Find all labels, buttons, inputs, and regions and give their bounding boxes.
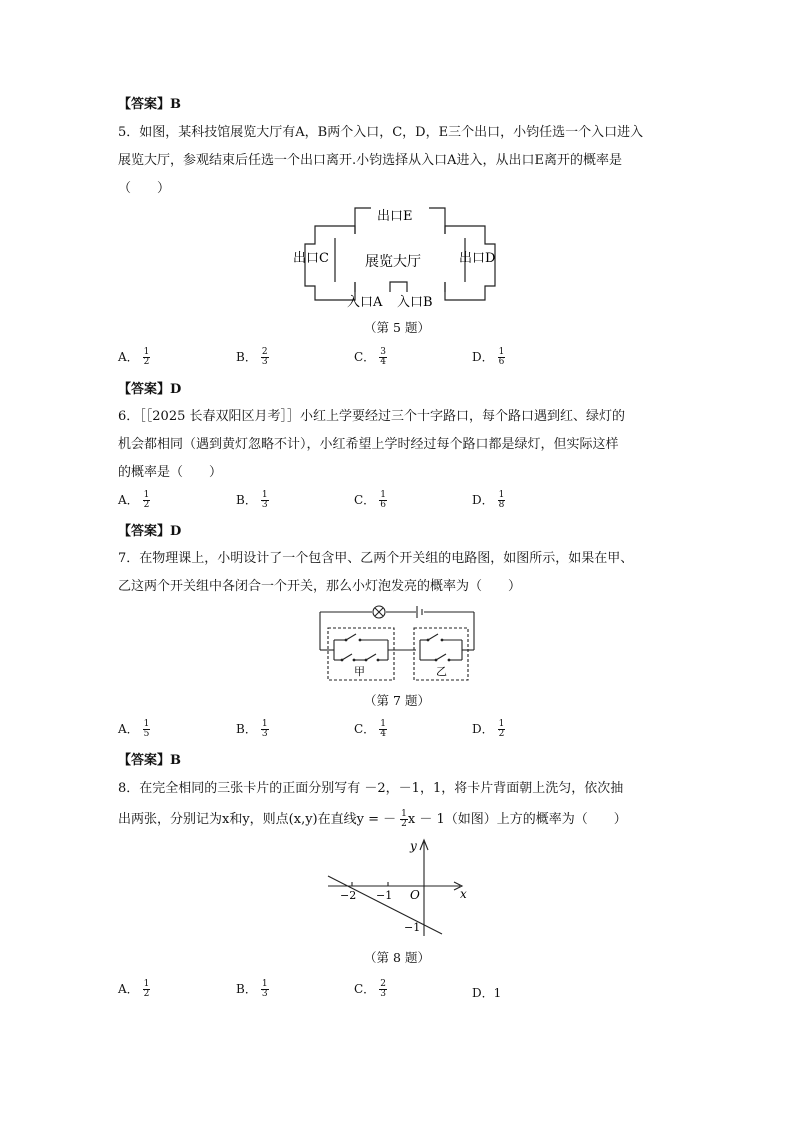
entry-a-label: 入口A	[347, 295, 383, 310]
q5-answer: 【答案】D	[118, 382, 182, 397]
q8-option-d: D．1	[472, 986, 502, 1000]
line-graph-figure	[320, 836, 472, 942]
q8-option-c: C． $\frac{2}{3}$	[354, 979, 386, 999]
q4-answer: 【答案】B	[118, 97, 182, 112]
exit-e-label: 出口E	[377, 209, 413, 224]
q8-stem-line1: 8．在完全相同的三张卡片的正面分别写有 －2，－1，1，将卡片背面朝上洗匀，依次抽	[118, 781, 624, 796]
circuit-diagram-figure	[316, 602, 480, 684]
q6-stem-line2: 机会都相同（遇到黄灯忽略不计），小红希望上学时经过每个路口都是绿灯，但实际这样	[118, 437, 619, 452]
q5-caption: （第 5 题）	[364, 320, 430, 335]
exit-c-label: 出口C	[293, 251, 329, 266]
q6-option-a: A． $\frac{1}{2}$	[118, 490, 150, 510]
group-a-label: 甲	[354, 665, 365, 678]
q7-option-d: D． $\frac{1}{2}$	[472, 719, 505, 739]
group-b-label: 乙	[436, 665, 447, 678]
q5-stem-line3: （ ）	[118, 181, 171, 196]
x-axis-label: x	[460, 887, 467, 901]
q6-answer: 【答案】D	[118, 524, 182, 539]
exhibition-hall-figure	[285, 200, 515, 315]
x-tick-minus1: −1	[376, 889, 393, 902]
q6-stem-line1: 6．［［2025 长春双阳区月考］］小红上学要经过三个十字路口，每个路口遇到红、绿灯的	[118, 409, 625, 424]
q7-answer: 【答案】B	[118, 753, 182, 768]
q7-stem-line1: 7．在物理课上，小明设计了一个包含甲、乙两个开关组的电路图，如图所示，如果在甲、	[118, 551, 634, 566]
y-tick-minus1: −1	[404, 921, 421, 934]
hall-label: 展览大厅	[365, 254, 421, 270]
q5-stem-line1: 5．如图，某科技馆展览大厅有A，B两个入口，C，D，E三个出口，小钧任选一个入口进入	[118, 125, 644, 140]
q5-option-a: A． $\frac{1}{2}$	[118, 347, 150, 367]
q7-option-b: B． $\frac{1}{3}$	[236, 719, 268, 739]
q7-caption: （第 7 题）	[364, 693, 430, 708]
q6-option-b: B． $\frac{1}{3}$	[236, 490, 268, 510]
entry-b-label: 入口B	[397, 295, 433, 310]
origin-label: O	[410, 888, 420, 902]
x-tick-minus2: −2	[340, 889, 357, 902]
q6-option-d: D． $\frac{1}{8}$	[472, 490, 505, 510]
q8-option-a: A． $\frac{1}{2}$	[118, 979, 150, 999]
q5-option-c: C． $\frac{3}{4}$	[354, 347, 386, 367]
q8-caption: （第 8 题）	[364, 950, 430, 965]
q7-option-c: C． $\frac{1}{4}$	[354, 719, 386, 739]
q7-stem-line2: 乙这两个开关组中各闭合一个开关，那么小灯泡发亮的概率为（ ）	[118, 579, 522, 594]
q5-option-d: D． $\frac{1}{6}$	[472, 347, 505, 367]
q5-stem-line2: 展览大厅，参观结束后任选一个出口离开.小钧选择从入口A进入，从出口E离开的概率是	[118, 153, 623, 168]
q8-stem-line2: 出两张，分别记为x和y，则点(x,y)在直线y = － $\frac{1}{2}$ x － 1（如图）上方的概率为（ ）	[118, 809, 627, 829]
q6-stem-line3: 的概率是（ ）	[118, 465, 223, 480]
q5-option-b: B． $\frac{2}{3}$	[236, 347, 268, 367]
q6-option-c: C． $\frac{1}{6}$	[354, 490, 386, 510]
y-axis-label: y	[410, 839, 417, 853]
q8-option-b: B． $\frac{1}{3}$	[236, 979, 268, 999]
exit-d-label: 出口D	[459, 251, 496, 266]
q7-option-a: A． $\frac{1}{5}$	[118, 719, 150, 739]
